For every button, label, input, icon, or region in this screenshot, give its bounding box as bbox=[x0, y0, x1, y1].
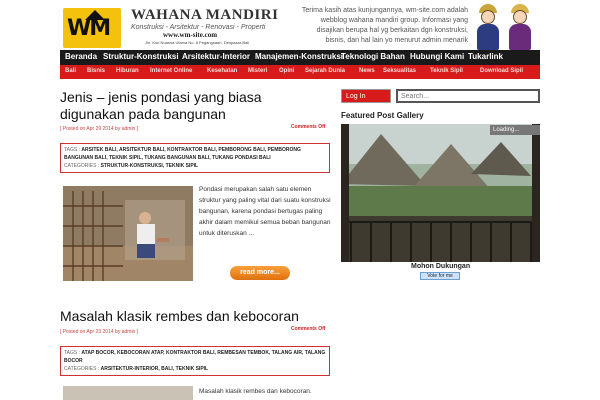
categories-label: CATEGORIES : bbox=[64, 366, 100, 372]
login-button[interactable]: Log In bbox=[341, 89, 391, 103]
logo-mark: WM bbox=[67, 16, 110, 41]
vote-button[interactable]: Vote for me bbox=[420, 272, 460, 280]
tags-list[interactable]: ARSITEK BALI, ARSITEKTUR BALI, KONTRAKTOR BALI, PEMBORONG BALI, PEMBORONG BANGUNAN BALI, TEKNIK SIPIL, TUKANG BANGUNAN BALI, TUKANG PONDASI BALI bbox=[64, 147, 301, 161]
search-input[interactable] bbox=[396, 89, 540, 103]
categories-list[interactable]: ARSITEKTUR-INTERIOR, BALI, TEKNIK SIPIL bbox=[100, 366, 209, 372]
post-title[interactable]: Jenis – jenis pondasi yang biasa digunakan pada bangunan bbox=[60, 89, 262, 122]
nav-item-manajemen-konstruksi[interactable]: Manajemen-Konstruksi bbox=[255, 52, 344, 61]
welcome-text: Terima kasih atas kunjungannya, wm-site.com adalah webblog wahana mandiri group. Informasi yang disajikan berupa hal yg berkaitan dgn konstruksi, bisnis, dan hal lain yo menurut admin menarik bbox=[301, 7, 468, 44]
nav-item-beranda[interactable]: Beranda bbox=[65, 52, 98, 61]
subnav-item-teknik-sipil[interactable]: Teknik Sipil bbox=[430, 68, 463, 74]
brand-web: www.wm-site.com bbox=[163, 31, 218, 39]
post-excerpt: Pondasi merupakan salah satu elemen struktur yang paling vital dari suatu konstruksi bangunan, karena pondasi bertugas paling akhir dalam memikul semua beban bangunan untuk diteruskan ... bbox=[199, 186, 331, 237]
subnav-item-news[interactable]: News bbox=[359, 68, 375, 74]
tag-box bbox=[60, 143, 330, 173]
comments-link[interactable]: Comments Off bbox=[291, 124, 326, 130]
subnav-item-misteri[interactable]: Misteri bbox=[248, 68, 268, 74]
site-logo[interactable] bbox=[63, 4, 303, 48]
post-thumbnail[interactable] bbox=[63, 386, 193, 400]
category-nav bbox=[60, 65, 540, 79]
subnav-item-opini[interactable]: Opini bbox=[279, 68, 295, 74]
tags-list[interactable]: ATAP BOCOR, KEBOCORAN ATAP, KONTRAKTOR BALI, REMBESAN TEMBOK, TALANG AIR, TALANG BOCOR bbox=[64, 350, 326, 364]
post-thumbnail[interactable] bbox=[63, 186, 193, 281]
read-more-button[interactable]: read more... bbox=[230, 266, 290, 280]
mascot-image bbox=[470, 0, 570, 50]
subnav-item-bisnis[interactable]: Bisnis bbox=[87, 68, 106, 74]
comments-link[interactable]: Comments Off bbox=[291, 326, 326, 332]
site-header bbox=[0, 0, 600, 50]
subnav-item-seksualitas[interactable]: Seksualitas bbox=[383, 68, 417, 74]
nav-item-teknologi-bahan[interactable]: Teknologi Bahan bbox=[341, 52, 405, 61]
categories-label: CATEGORIES : bbox=[64, 163, 100, 169]
nav-item-struktur-konstruksi[interactable]: Struktur-Konstruksi bbox=[103, 52, 179, 61]
brand-tagline: Konstruksi - Arsitektur - Renovasi - Properti bbox=[131, 24, 266, 31]
subnav-item-sejarah-dunia[interactable]: Sejarah Dunia bbox=[305, 68, 346, 74]
subnav-item-bali[interactable]: Bali bbox=[65, 68, 77, 74]
subnav-item-hiburan[interactable]: Hiburan bbox=[116, 68, 139, 74]
nav-item-hubungi-kami[interactable]: Hubungi Kami bbox=[410, 52, 465, 61]
featured-gallery-image[interactable] bbox=[341, 124, 540, 262]
post-meta: [ Posted on Apr 29 2014 by admin ] bbox=[60, 126, 139, 132]
post-excerpt: Masalah klasik rembes dan kebocoran. bbox=[199, 388, 312, 395]
logo-badge bbox=[63, 8, 121, 48]
post-title[interactable]: Masalah klasik rembes dan kebocoran bbox=[60, 308, 299, 324]
tags-label: TAGS : bbox=[64, 350, 81, 356]
brand-address: Jln. Kori Nuansa Utama No. 8 Pegangsaan, Denpasar-Bali bbox=[145, 40, 250, 45]
post-meta: [ Posted on Apr 23 2014 by admin ] bbox=[60, 329, 139, 335]
support-text: Mohon Dukungan bbox=[411, 263, 471, 270]
main-nav bbox=[60, 50, 540, 65]
nav-item-arsitektur-interior[interactable]: Arsitektur-Interior bbox=[182, 52, 251, 61]
gallery-loading: Loading... bbox=[490, 125, 540, 135]
tags-label: TAGS : bbox=[64, 147, 81, 153]
nav-item-tukarlink[interactable]: Tukarlink bbox=[468, 52, 503, 61]
subnav-item-download-sipil[interactable]: Download Sipil bbox=[480, 68, 523, 74]
subnav-item-internet-online[interactable]: Internet Online bbox=[150, 68, 193, 74]
subnav-item-kesehatan[interactable]: Kesehatan bbox=[207, 68, 238, 74]
brand-name: WAHANA MANDIRI bbox=[131, 7, 279, 23]
gallery-title: Featured Post Gallery bbox=[341, 111, 424, 120]
tag-box bbox=[60, 346, 330, 376]
categories-list[interactable]: STRUKTUR-KONSTRUKSI, TEKNIK SIPIL bbox=[100, 163, 199, 169]
